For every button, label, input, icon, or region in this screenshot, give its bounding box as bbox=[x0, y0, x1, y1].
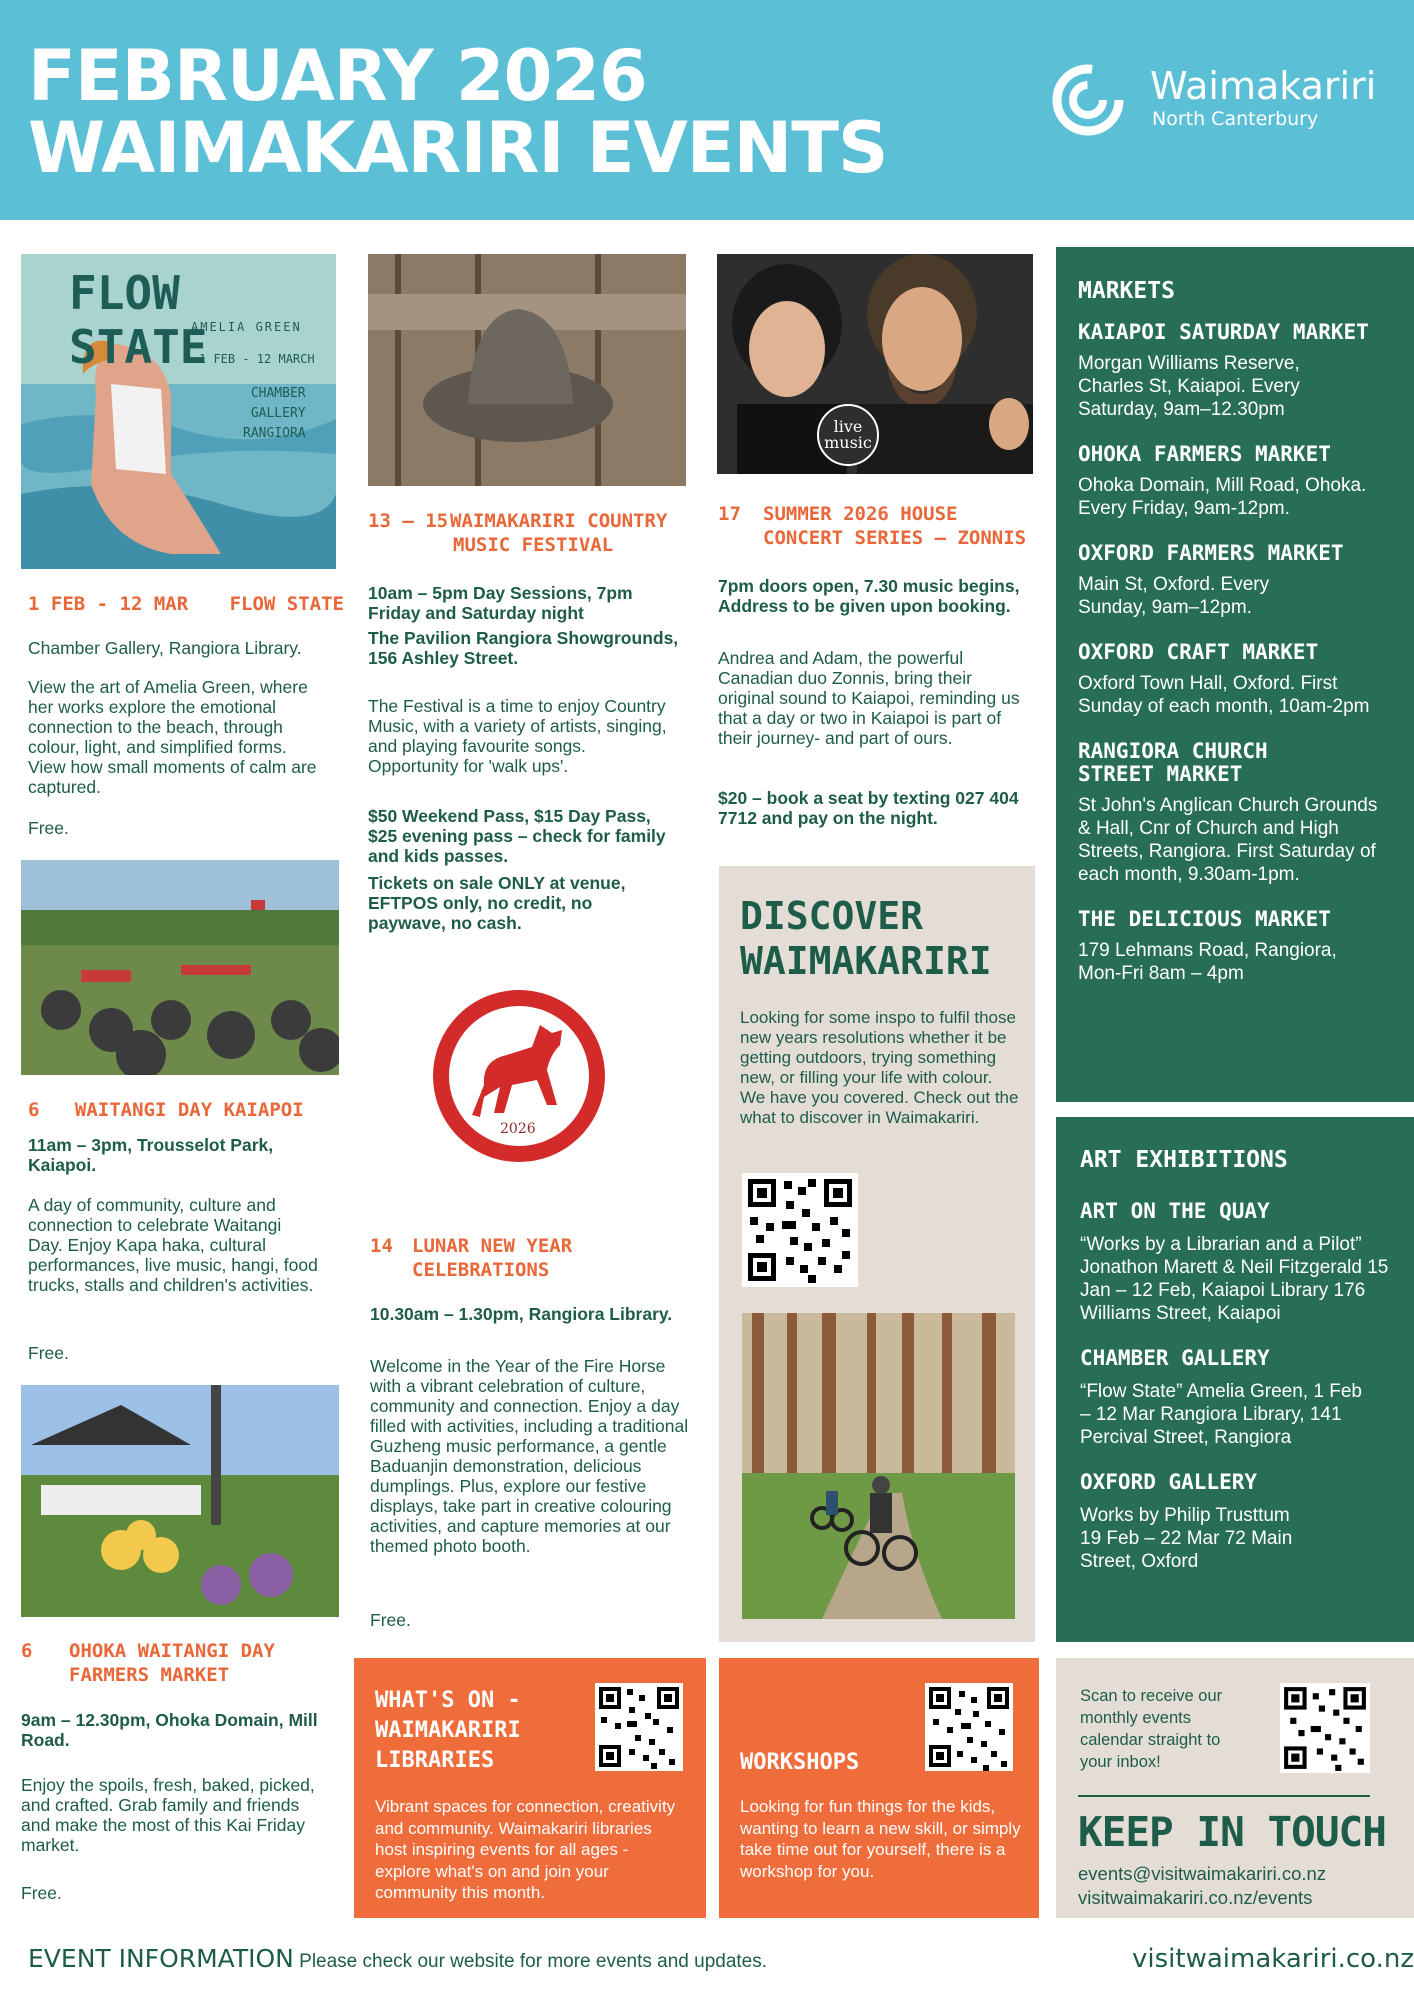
event-price: Free. bbox=[28, 818, 69, 838]
event-description: Andrea and Adam, the powerful Canadian duo Zonnis, bring their original sound to Kaiapoi, reminding us that a day or two in Kaiapoi is part of their journey- and part of ours. bbox=[718, 648, 1020, 748]
event-prices: $50 Weekend Pass, $15 Day Pass, $25 evening pass – check for family and kids passes. bbox=[368, 806, 666, 866]
market-item bbox=[1078, 443, 1398, 520]
event-heading-waitangi-kaiapoi bbox=[28, 1098, 304, 1122]
event-heading-lunar-new-year bbox=[370, 1234, 572, 1282]
event-price: $20 – book a seat by texting 027 404 7712 and pay on the night. bbox=[718, 788, 1019, 828]
footer-info bbox=[28, 1944, 767, 1973]
event-title-line-2: MUSIC FESTIVAL bbox=[453, 534, 614, 556]
subscribe-prompt: Scan to receive our monthly events calendar straight to your inbox! bbox=[1080, 1687, 1223, 1771]
market-item bbox=[1078, 740, 1398, 886]
workshops-title: WORKSHOPS bbox=[740, 1750, 860, 1775]
contact-info bbox=[1078, 1862, 1326, 1910]
event-title-line-2: FARMERS MARKET bbox=[69, 1664, 230, 1686]
poster-artist: AMELIA GREEN bbox=[191, 320, 302, 334]
event-description: Enjoy the spoils, fresh, baked, picked, and crafted. Grab family and friends and make the most of this Kai Friday market. bbox=[21, 1775, 315, 1855]
event-date: 1 FEB - 12 MAR bbox=[28, 593, 189, 615]
exhibitions-list bbox=[1080, 1200, 1400, 1573]
cowboy-hat-photo bbox=[368, 254, 686, 486]
poster-venue-3: RANGIORA bbox=[243, 426, 306, 441]
live-music-badge bbox=[817, 404, 879, 466]
event-tickets: Tickets on sale ONLY at venue, EFTPOS only, no credit, no paywave, no cash. bbox=[368, 873, 626, 933]
discover-title bbox=[740, 894, 992, 984]
waimakariri-logo-icon bbox=[1042, 64, 1134, 136]
libraries-qr-code[interactable] bbox=[595, 1683, 683, 1771]
libraries-title-line-2: WAIMAKARIRI bbox=[375, 1718, 521, 1743]
event-heading-house-concert bbox=[718, 502, 1026, 550]
exhibition-item bbox=[1080, 1200, 1400, 1325]
event-date: 6 bbox=[28, 1099, 40, 1121]
page-title bbox=[28, 35, 888, 189]
market-title: OXFORD FARMERS MARKET bbox=[1078, 541, 1344, 565]
event-title-line-1: LUNAR NEW YEAR bbox=[412, 1235, 573, 1257]
event-title: WAITANGI DAY KAIAPOI bbox=[74, 1099, 304, 1121]
event-price: Free. bbox=[28, 1343, 69, 1363]
event-location: Chamber Gallery, Rangiora Library. bbox=[28, 638, 302, 658]
farmers-market-photo bbox=[21, 1385, 339, 1617]
libraries-title bbox=[375, 1686, 521, 1776]
exhibition-title: CHAMBER GALLERY bbox=[1080, 1346, 1270, 1370]
market-title: THE DELICIOUS MARKET bbox=[1078, 907, 1331, 931]
event-date: 13 – 15 bbox=[368, 510, 449, 532]
workshops-description: Looking for fun things for the kids, wanting to learn a new skill, or simply take time out for yourself, there is a workshop for you. bbox=[740, 1797, 1021, 1881]
exhibition-title: ART ON THE QUAY bbox=[1080, 1199, 1270, 1223]
event-title: FLOW STATE bbox=[229, 593, 344, 615]
footer-label: EVENT INFORMATION bbox=[28, 1944, 294, 1973]
event-description: View the art of Amelia Green, where her works explore the emotional connection to the beach, through colour, light, and simplified forms. View how small moments of calm are captured. bbox=[28, 677, 317, 797]
zonnis-duo-photo bbox=[717, 254, 1033, 474]
market-text: Oxford Town Hall, Oxford. First Sunday of each month, 10am-2pm bbox=[1078, 673, 1370, 717]
event-location: 9am – 12.30pm, Ohoka Domain, Mill Road. bbox=[21, 1710, 318, 1750]
market-text: Ohoka Domain, Mill Road, Ohoka. Every Friday, 9am-12pm. bbox=[1078, 475, 1367, 519]
badge-line-2: music bbox=[824, 433, 872, 452]
title-line-1: FEBRUARY 2026 bbox=[28, 35, 647, 117]
logo-subtitle: North Canterbury bbox=[1152, 108, 1319, 130]
footer-website-link[interactable]: visitwaimakariri.co.nz bbox=[1132, 1944, 1414, 1974]
discover-description: Looking for some inspo to fulfil those new years resolutions whether it be getting outdoors, trying something new, or filling your life with colour. We have you covered. Check out the what to discover in Waimakariri. bbox=[740, 1008, 1019, 1127]
contact-email-link[interactable]: events@visitwaimakariri.co.nz bbox=[1078, 1863, 1327, 1884]
event-time: 7pm doors open, 7.30 music begins, Address to be given upon booking. bbox=[718, 576, 1020, 616]
event-heading-ohoka-waitangi bbox=[21, 1639, 275, 1687]
event-description: The Festival is a time to enjoy Country Music, with a variety of artists, singing, and playing favourite songs. Opportunity for 'walk ups'. bbox=[368, 696, 667, 776]
event-title-line-1: WAIMAKARIRI COUNTRY bbox=[450, 510, 668, 532]
exhibition-text: “Works by a Librarian and a Pilot” Jonathon Marett & Neil Fitzgerald 15 Jan – 12 Feb, Kaiapoi Library 176 Williams Street, Kaiapoi bbox=[1080, 1234, 1389, 1324]
forest-cycling-photo bbox=[742, 1313, 1015, 1619]
poster-venue-1: CHAMBER bbox=[250, 386, 306, 401]
event-time: 10am – 5pm Day Sessions, 7pm Friday and Saturday night bbox=[368, 583, 633, 623]
libraries-title-line-3: LIBRARIES bbox=[375, 1748, 495, 1773]
libraries-description: Vibrant spaces for connection, creativity and community. Waimakariri libraries host inspiring events for all ages - explore what's on and join your community this month. bbox=[375, 1797, 676, 1902]
footer-text: Please check our website for more events and updates. bbox=[299, 1951, 768, 1972]
exhibition-item bbox=[1080, 1471, 1400, 1573]
event-description: A day of community, culture and connection to celebrate Waitangi Day. Enjoy Kapa haka, cultural performances, live music, hangi, food trucks, stalls and children's activities. bbox=[28, 1195, 318, 1295]
market-title: RANGIORA CHURCH STREET MARKET bbox=[1078, 739, 1268, 786]
event-heading-flow-state bbox=[28, 592, 344, 616]
event-title-line-2: CONCERT SERIES – ZONNIS bbox=[763, 527, 1027, 549]
market-text: Morgan Williams Reserve, Charles St, Kaiapoi. Every Saturday, 9am–12.30pm bbox=[1078, 353, 1300, 420]
discover-title-line-2: WAIMAKARIRI bbox=[740, 939, 992, 983]
event-date: 17 bbox=[718, 503, 741, 525]
libraries-title-line-1: WHAT'S ON - bbox=[375, 1688, 521, 1713]
event-price: Free. bbox=[21, 1883, 62, 1903]
badge-line-1: live bbox=[833, 417, 863, 436]
exhibition-text: “Flow State” Amelia Green, 1 Feb – 12 Mar Rangiora Library, 141 Percival Street, Rangiora bbox=[1080, 1381, 1362, 1448]
market-title: OXFORD CRAFT MARKET bbox=[1078, 640, 1319, 664]
market-text: 179 Lehmans Road, Rangiora, Mon-Fri 8am – 4pm bbox=[1078, 940, 1337, 984]
markets-list bbox=[1078, 321, 1398, 985]
divider bbox=[1078, 1795, 1370, 1797]
markets-heading: MARKETS bbox=[1078, 278, 1175, 304]
market-text: St John's Anglican Church Grounds & Hall, Cnr of Church and High Streets, Rangiora. First Saturday of each month, 9.30am-1pm. bbox=[1078, 795, 1378, 885]
logo-name: Waimakariri bbox=[1150, 64, 1377, 108]
market-title: KAIAPOI SATURDAY MARKET bbox=[1078, 320, 1369, 344]
exhibition-item bbox=[1080, 1347, 1400, 1449]
event-description: Welcome in the Year of the Fire Horse with a vibrant celebration of culture, community and connection. Enjoy a day filled with activities, including a traditional Guzheng music performance, a gentle Baduanjin demonstration, delicious dumplings. Plus, explore our festive displays, take part in creative colouring activities, and capture memories at our themed photo booth. bbox=[370, 1356, 689, 1556]
event-title-line-1: SUMMER 2026 HOUSE bbox=[763, 503, 958, 525]
market-item bbox=[1078, 641, 1398, 718]
subscribe-qr-code[interactable] bbox=[1280, 1683, 1370, 1773]
waitangi-crowd-photo bbox=[21, 860, 339, 1075]
fire-horse-emblem bbox=[412, 985, 626, 1167]
market-item bbox=[1078, 908, 1398, 985]
title-line-2: WAIMAKARIRI EVENTS bbox=[28, 107, 888, 189]
discover-title-line-1: DISCOVER bbox=[740, 894, 924, 938]
market-item bbox=[1078, 542, 1398, 619]
poster-venue bbox=[243, 384, 306, 444]
exhibition-title: OXFORD GALLERY bbox=[1080, 1470, 1258, 1494]
market-title: OHOKA FARMERS MARKET bbox=[1078, 442, 1331, 466]
event-title-line-1: OHOKA WAITANGI DAY bbox=[69, 1640, 275, 1662]
events-url-link[interactable]: visitwaimakariri.co.nz/events bbox=[1078, 1887, 1313, 1908]
poster-venue-2: GALLERY bbox=[250, 406, 306, 421]
emblem-year: 2026 bbox=[500, 1121, 536, 1137]
event-price: Free. bbox=[370, 1610, 411, 1630]
exhibition-text: Works by Philip Trusttum 19 Feb – 22 Mar 72 Main Street, Oxford bbox=[1080, 1505, 1293, 1572]
event-location: The Pavilion Rangiora Showgrounds, 156 Ashley Street. bbox=[368, 628, 679, 668]
event-heading-country-music bbox=[368, 509, 667, 557]
event-date: 14 bbox=[370, 1235, 393, 1257]
event-location: 10.30am – 1.30pm, Rangiora Library. bbox=[370, 1304, 673, 1324]
poster-dates: 1 FEB - 12 MARCH bbox=[199, 352, 315, 366]
workshops-qr-code[interactable] bbox=[925, 1683, 1013, 1771]
poster-title: FLOW STATE bbox=[69, 266, 208, 374]
market-item bbox=[1078, 321, 1398, 421]
flow-state-poster bbox=[21, 254, 336, 569]
market-text: Main St, Oxford. Every Sunday, 9am–12pm. bbox=[1078, 574, 1270, 618]
art-exhibitions-heading: ART EXHIBITIONS bbox=[1080, 1147, 1288, 1173]
event-date: 6 bbox=[21, 1640, 33, 1662]
event-title-line-2: CELEBRATIONS bbox=[412, 1259, 550, 1281]
event-location: 11am – 3pm, Trousselot Park, Kaiapoi. bbox=[28, 1135, 274, 1175]
keep-in-touch-title: KEEP IN TOUCH bbox=[1078, 1808, 1386, 1856]
discover-qr-code[interactable] bbox=[742, 1173, 858, 1287]
